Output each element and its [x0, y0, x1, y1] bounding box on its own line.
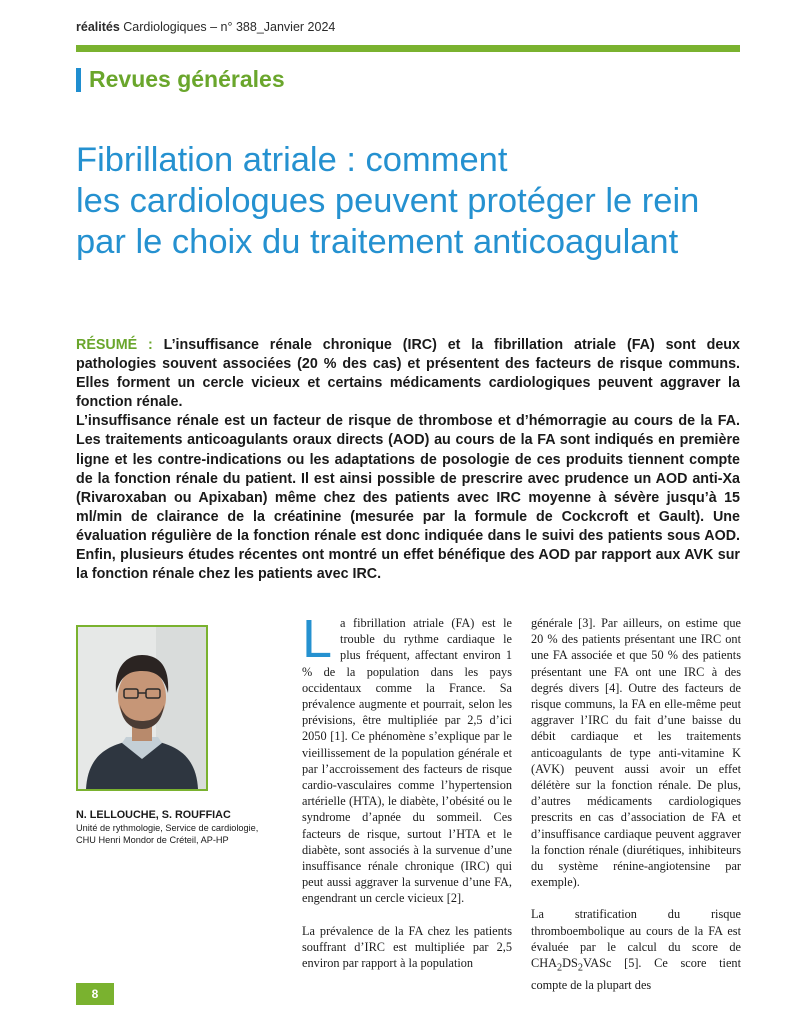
body-paragraph: générale [3]. Par ailleurs, on estime que 20 % des patients présentant une IRC ont une FA associée et que 50 % des patients présentant une FA ont une IRC à des degrés divers [4]. Outre des facteurs de risque communs, la FA en elle-même peut aggraver l’IRC du fait d’une baisse du débit cardiaque et les traitements anticoagulants de type anti-vitamine K (AVK) peuvent aussi avoir un effet délétère sur la fonction rénale. De plus, d’autres médicaments cardiologiques prescrits en cas d’association de FA et d’insuffisance cardiaque peuvent aggraver la fonction rénale (diurétiques, inhibiteurs du système rénine-angiotensine par exemple). [531, 616, 741, 890]
text-run: La stratification du risque thromboembolique au cours de la FA est évaluée par le calcul du score de CHA [531, 907, 741, 971]
subscript: 2 [556, 962, 563, 974]
text-run: DS [562, 956, 578, 971]
author-affiliation [76, 823, 276, 846]
running-header [76, 20, 335, 34]
body-column-1 [302, 609, 512, 987]
journal-brand: réalités [76, 20, 120, 34]
author-names: N. LELLOUCHE, S. ROUFFIAC [76, 809, 231, 821]
title-line: les cardiologues peuvent protéger le rein [76, 182, 700, 220]
drop-cap: L [302, 609, 333, 669]
article-title [76, 140, 756, 263]
affiliation-line: CHU Henri Mondor de Créteil, AP-HP [76, 834, 229, 845]
section-heading [76, 66, 285, 93]
section-marker [76, 68, 81, 92]
section-title: Revues générales [89, 66, 285, 92]
text-run: VASc [5]. Ce score tient compte de la plupart des [531, 956, 741, 992]
abstract [76, 336, 740, 584]
body-column-2 [531, 615, 741, 1009]
title-line: par le choix du traitement anticoagulant [76, 223, 679, 261]
subscript: 2 [577, 962, 583, 974]
author-photo [76, 625, 208, 791]
abstract-paragraph: L’insuffisance rénale chronique (IRC) et la fibrillation atriale (FA) sont deux pathologies souvent associées (20 % des cas) et présentent des facteurs de risque communs. Elles forment un cercle vicieux et certains médicaments cardiologiques peuvent aggraver la fonction rénale. [76, 337, 740, 411]
body-paragraph [531, 906, 741, 992]
page-number: 8 [76, 983, 114, 1005]
abstract-paragraph: L’insuffisance rénale est un facteur de risque de thrombose et d’hémorragie au cours de la FA. Les traitements anticoagulants oraux directs (AOD) au cours de la FA sont indiqués en première ligne et les contre-indications ou les adaptations de posologie de ces produits tiennent compte de la fonction rénale du patient. Il est ainsi possible de prescrire avec prudence un AOD anti-Xa (Rivaroxaban ou Apixaban) même chez des patients avec IRC moyenne à sévère jusqu’à 15 ml/min de clairance de la créatinine (mesurée par la formule de Cockcroft et Gault). Une évaluation régulière de la fonction rénale est donc indiquée dans le suivi des patients sous AOD. Enfin, plusieurs études récentes ont montré un effet bénéfique des AOD par rapport aux AVK sur la fonction rénale chez les patients avec IRC. [76, 413, 740, 583]
abstract-label: RÉSUMÉ : [76, 337, 153, 353]
title-line: Fibrillation atriale : comment [76, 141, 508, 179]
author-portrait-icon [78, 627, 206, 789]
journal-issue: Cardiologiques – n° 388_Janvier 2024 [119, 20, 336, 34]
affiliation-line: Unité de rythmologie, Service de cardiologie, [76, 823, 259, 833]
header-rule [76, 45, 740, 52]
body-paragraph: La prévalence de la FA chez les patients souffrant d’IRC est multipliée par 2,5 environ par rapport à la population [302, 923, 512, 971]
body-paragraph: a fibrillation atriale (FA) est le trouble du rythme cardiaque le plus fréquent, affectant environ 1 % de la population dans les pays occidentaux comme la France. Sa prévalence augmente et pourrait, selon les prévisions, être multipliée par 2,5 d’ici 2050 [1]. Ce phénomène s’explique par le vieillissement de la population générale et par l’accroissement des facteurs de risque cardio-vasculaires comme l’hypertension artérielle (HTA), le diabète, l’obésité ou le syndrome d’apnée du sommeil. Ces facteurs de risque, surtout l’HTA et le diabète, sont associés à la survenue d’une insuffisance rénale chronique (IRC) qui peut aussi aggraver la survenue d’une FA, engendrant un cercle vicieux [2]. [302, 616, 512, 906]
